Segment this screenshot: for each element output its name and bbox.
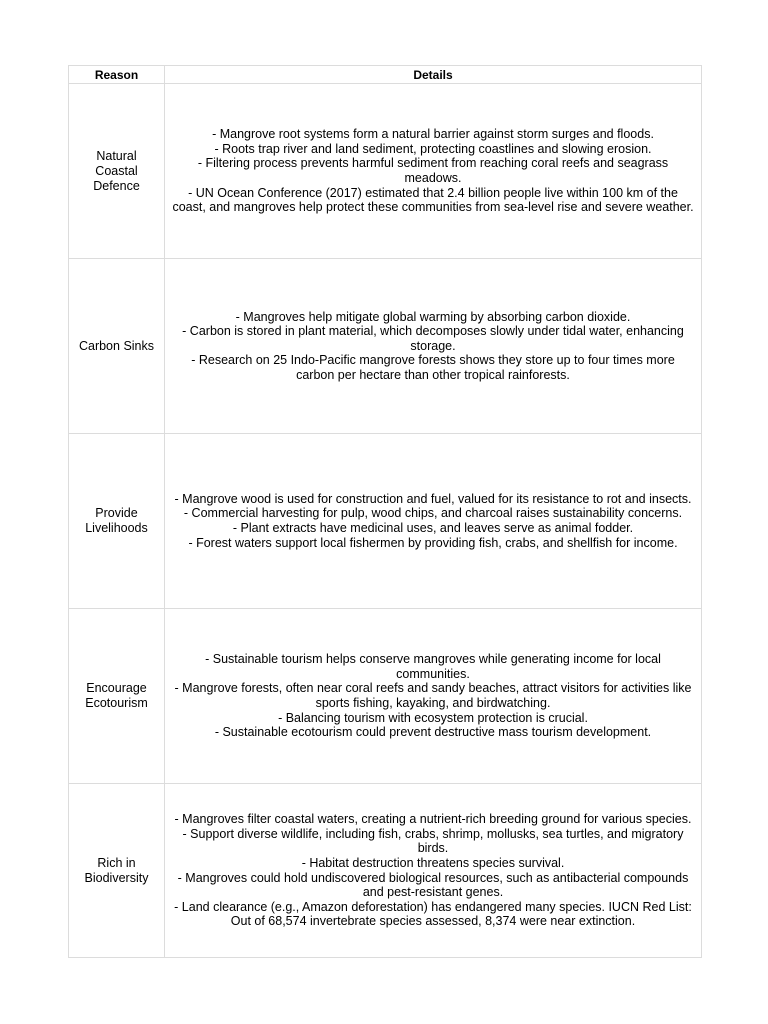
reason-cell: Encourage Ecotourism xyxy=(69,609,165,784)
detail-point: - Roots trap river and land sediment, protecting coastlines and slowing erosion. xyxy=(214,141,652,156)
table-body xyxy=(69,84,702,958)
detail-point: - Sustainable ecotourism could prevent destructive mass tourism development. xyxy=(214,725,652,740)
detail-point: - Filtering process prevents harmful sediment from reaching coral reefs and seagrass meadows. xyxy=(197,156,669,185)
header-row xyxy=(69,66,702,84)
reason-cell: Rich in Biodiversity xyxy=(69,784,165,958)
detail-point: - Mangroves could hold undiscovered biological resources, such as antibacterial compounds and pest-resistant genes. xyxy=(177,870,689,900)
reasons-table xyxy=(68,65,702,958)
table-row xyxy=(69,784,702,958)
detail-point: - Sustainable tourism helps conserve mangroves while generating income for local communities. xyxy=(205,652,661,681)
detail-point: - Land clearance (e.g., Amazon deforestation) has endangered many species. IUCN Red List: Out of 68,574 invertebrate species assessed, 8,374 were near extinction. xyxy=(174,899,692,929)
table-row xyxy=(69,609,702,784)
details-cell xyxy=(165,84,702,259)
reason-column-header: Reason xyxy=(69,66,165,84)
table-header xyxy=(69,66,702,84)
detail-point: - Forest waters support local fishermen by providing fish, crabs, and shellfish for income. xyxy=(188,535,678,550)
detail-point: - UN Ocean Conference (2017) estimated that 2.4 billion people live within 100 km of the coast, and mangroves help protect these communities from sea-level rise and severe weather. xyxy=(172,185,694,215)
table-row xyxy=(69,259,702,434)
details-cell xyxy=(165,784,702,958)
detail-point: - Research on 25 Indo-Pacific mangrove forests shows they store up to four times more carbon per hectare than other tropical rainforests. xyxy=(191,353,675,382)
detail-point: - Plant extracts have medicinal uses, and leaves serve as animal fodder. xyxy=(232,521,634,535)
detail-point: - Mangrove forests, often near coral reefs and sandy beaches, attract visitors for activities like sports fishing, kayaking, and birdwatching. xyxy=(174,681,692,710)
detail-point: - Support diverse wildlife, including fish, crabs, shrimp, mollusks, sea turtles, and migratory birds. xyxy=(182,826,684,856)
details-column-header: Details xyxy=(165,66,702,84)
details-cell xyxy=(165,259,702,434)
detail-point: - Habitat destruction threatens species survival. xyxy=(301,855,565,870)
detail-point: - Balancing tourism with ecosystem protection is crucial. xyxy=(278,710,588,725)
detail-point: - Carbon is stored in plant material, which decomposes slowly under tidal water, enhancing storage. xyxy=(182,324,684,353)
reason-cell: Natural Coastal Defence xyxy=(69,84,165,259)
reason-cell: Carbon Sinks xyxy=(69,259,165,434)
table-row xyxy=(69,434,702,609)
reason-cell: Provide Livelihoods xyxy=(69,434,165,609)
detail-point: - Mangrove root systems form a natural barrier against storm surges and floods. xyxy=(212,127,654,142)
detail-point: - Commercial harvesting for pulp, wood chips, and charcoal raises sustainability concerns. xyxy=(183,506,683,521)
detail-point: - Mangroves help mitigate global warming by absorbing carbon dioxide. xyxy=(235,309,631,324)
table-row xyxy=(69,84,702,259)
detail-point: - Mangroves filter coastal waters, creating a nutrient-rich breeding ground for various species. xyxy=(174,812,692,827)
detail-point: - Mangrove wood is used for construction and fuel, valued for its resistance to rot and insects. xyxy=(174,491,692,506)
details-cell xyxy=(165,434,702,609)
details-cell xyxy=(165,609,702,784)
